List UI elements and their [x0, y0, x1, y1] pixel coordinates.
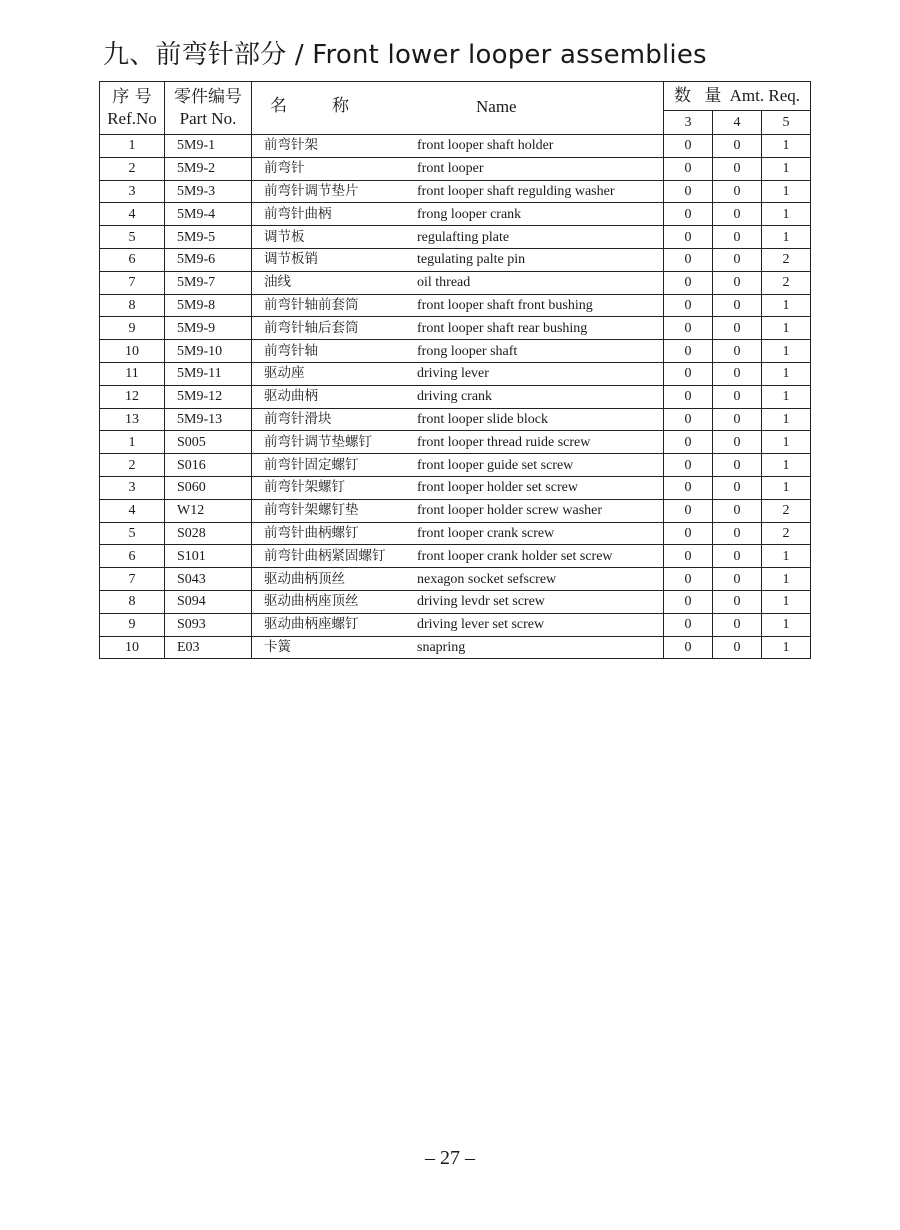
qty-5-cell: 1 [762, 408, 811, 431]
name-en: front looper shaft front bushing [417, 297, 593, 313]
name-cell [252, 362, 664, 385]
table-row [100, 545, 811, 568]
qty-5-cell: 1 [762, 636, 811, 659]
name-en: front looper guide set screw [417, 457, 574, 473]
qty-4-cell: 0 [713, 180, 762, 203]
name-cn: 前弯针轴后套筒 [264, 319, 359, 336]
ref-cell: 5 [100, 226, 165, 249]
qty-4-cell: 0 [713, 340, 762, 363]
name-cell [252, 226, 664, 249]
table-row [100, 636, 811, 659]
table-row [100, 362, 811, 385]
page-number: – 27 – [425, 1147, 475, 1169]
amount-header-cn: 数 量 [674, 86, 726, 106]
ref-cell: 2 [100, 454, 165, 477]
qty-3-cell: 0 [664, 568, 713, 591]
qty-5-cell: 1 [762, 203, 811, 226]
qty-4-cell: 0 [713, 385, 762, 408]
table-row [100, 454, 811, 477]
qty-4-cell: 0 [713, 135, 762, 158]
name-en: front looper shaft regulding washer [417, 183, 615, 199]
name-cell [252, 385, 664, 408]
qty-4-cell: 0 [713, 408, 762, 431]
qty-3-cell: 0 [664, 271, 713, 294]
ref-cell: 10 [100, 636, 165, 659]
name-cn: 调节板 [264, 228, 305, 245]
table-row [100, 180, 811, 203]
name-header [252, 82, 664, 135]
part-no-cell: S028 [165, 522, 252, 545]
name-header-cn-2: 称 [332, 96, 349, 116]
qty-5-cell: 2 [762, 522, 811, 545]
ref-cell: 13 [100, 408, 165, 431]
qty-3-cell: 0 [664, 180, 713, 203]
parts-table [99, 81, 811, 659]
name-cn: 驱动曲柄顶丝 [264, 570, 345, 587]
part-no-cell: S016 [165, 454, 252, 477]
ref-cell: 4 [100, 499, 165, 522]
part-no-cell: 5M9-7 [165, 271, 252, 294]
name-cell [252, 408, 664, 431]
ref-cell: 7 [100, 271, 165, 294]
name-en: front looper slide block [417, 411, 549, 427]
qty-5-cell: 2 [762, 271, 811, 294]
qty-4-cell: 0 [713, 590, 762, 613]
name-cell [252, 248, 664, 271]
name-cell [252, 317, 664, 340]
qty-3-cell: 0 [664, 157, 713, 180]
part-no-cell: W12 [165, 499, 252, 522]
qty-5-cell: 1 [762, 362, 811, 385]
qty-3-cell: 0 [664, 340, 713, 363]
name-en: driving crank [417, 389, 493, 405]
ref-cell: 8 [100, 294, 165, 317]
qty-3-cell: 0 [664, 408, 713, 431]
ref-cell: 3 [100, 180, 165, 203]
part-no-cell: S101 [165, 545, 252, 568]
table-body [100, 135, 811, 659]
qty-4-cell: 0 [713, 248, 762, 271]
name-cn: 调节板销 [264, 251, 318, 268]
qty-3-cell: 0 [664, 431, 713, 454]
qty-5-cell: 1 [762, 568, 811, 591]
ref-header-en: Ref.No [107, 109, 157, 128]
qty-4-cell: 0 [713, 226, 762, 249]
name-cn: 前弯针架 [264, 137, 318, 154]
name-cell [252, 431, 664, 454]
part-no-cell: 5M9-1 [165, 135, 252, 158]
qty-4-cell: 0 [713, 545, 762, 568]
name-en: front looper shaft holder [417, 138, 554, 154]
table-row [100, 248, 811, 271]
amount-col-5: 5 [762, 111, 811, 135]
name-cell [252, 294, 664, 317]
name-en: front looper holder set screw [417, 480, 578, 496]
part-no-cell: 5M9-3 [165, 180, 252, 203]
table-row [100, 590, 811, 613]
name-cell [252, 613, 664, 636]
name-cell [252, 499, 664, 522]
name-en: driving lever set screw [417, 617, 545, 633]
part-header-cn: 零件编号 [174, 87, 242, 107]
name-en: driving levdr set screw [417, 594, 545, 610]
page-title: 九、前弯针部分 / Front lower looper assemblies [103, 40, 707, 70]
qty-4-cell: 0 [713, 431, 762, 454]
name-en: regulafting plate [417, 229, 510, 245]
name-cn: 前弯针滑块 [264, 410, 332, 427]
name-cell [252, 454, 664, 477]
qty-5-cell: 1 [762, 613, 811, 636]
qty-5-cell: 1 [762, 454, 811, 477]
name-cell [252, 545, 664, 568]
name-en: front looper shaft rear bushing [417, 320, 588, 336]
part-no-cell: 5M9-13 [165, 408, 252, 431]
part-no-cell: 5M9-9 [165, 317, 252, 340]
table-row [100, 294, 811, 317]
name-cell [252, 180, 664, 203]
table-row [100, 340, 811, 363]
name-cell [252, 135, 664, 158]
table-row [100, 271, 811, 294]
ref-cell: 1 [100, 135, 165, 158]
part-no-cell: 5M9-12 [165, 385, 252, 408]
qty-3-cell: 0 [664, 454, 713, 477]
qty-3-cell: 0 [664, 499, 713, 522]
name-en: front looper holder screw washer [417, 503, 603, 519]
qty-3-cell: 0 [664, 317, 713, 340]
table-row [100, 157, 811, 180]
part-header-en: Part No. [179, 109, 237, 128]
ref-cell: 12 [100, 385, 165, 408]
name-cn: 驱动座 [264, 365, 305, 382]
qty-5-cell: 1 [762, 157, 811, 180]
ref-header [100, 82, 165, 135]
qty-3-cell: 0 [664, 362, 713, 385]
qty-4-cell: 0 [713, 499, 762, 522]
qty-5-cell: 2 [762, 499, 811, 522]
amount-header [664, 82, 811, 111]
name-en: front looper crank holder set screw [417, 548, 613, 564]
qty-3-cell: 0 [664, 226, 713, 249]
ref-cell: 6 [100, 545, 165, 568]
table-row [100, 431, 811, 454]
name-cell [252, 590, 664, 613]
qty-3-cell: 0 [664, 522, 713, 545]
name-header-en: Name [476, 97, 517, 116]
qty-5-cell: 1 [762, 340, 811, 363]
amount-header-en: Amt. Req. [729, 86, 801, 105]
name-en: oil thread [417, 275, 471, 291]
qty-5-cell: 1 [762, 590, 811, 613]
qty-4-cell: 0 [713, 294, 762, 317]
name-cell [252, 157, 664, 180]
name-cn: 前弯针轴 [264, 342, 318, 359]
name-cn: 油线 [264, 274, 291, 291]
table-row [100, 385, 811, 408]
name-en: front looper crank screw [417, 525, 555, 541]
qty-5-cell: 1 [762, 385, 811, 408]
ref-cell: 11 [100, 362, 165, 385]
part-no-cell: S043 [165, 568, 252, 591]
name-cell [252, 340, 664, 363]
ref-cell: 3 [100, 476, 165, 499]
name-header-cn-1: 名 [270, 96, 287, 116]
ref-cell: 9 [100, 613, 165, 636]
qty-4-cell: 0 [713, 613, 762, 636]
qty-3-cell: 0 [664, 613, 713, 636]
ref-cell: 2 [100, 157, 165, 180]
name-cn: 前弯针曲柄 [264, 205, 332, 222]
ref-cell: 5 [100, 522, 165, 545]
qty-4-cell: 0 [713, 317, 762, 340]
name-cell [252, 203, 664, 226]
part-no-cell: E03 [165, 636, 252, 659]
part-no-cell: 5M9-2 [165, 157, 252, 180]
qty-3-cell: 0 [664, 385, 713, 408]
ref-cell: 4 [100, 203, 165, 226]
name-en: snapring [417, 639, 466, 655]
table-row [100, 522, 811, 545]
part-no-cell: S094 [165, 590, 252, 613]
qty-4-cell: 0 [713, 636, 762, 659]
name-en: driving lever [417, 366, 489, 382]
name-cn: 前弯针固定螺钉 [264, 456, 359, 473]
amount-col-3: 3 [664, 111, 713, 135]
name-cn: 驱动曲柄 [264, 388, 318, 405]
name-cn: 前弯针曲柄螺钉 [264, 524, 359, 541]
name-cn: 前弯针架螺钉 [264, 479, 345, 496]
qty-4-cell: 0 [713, 476, 762, 499]
table-row [100, 613, 811, 636]
ref-cell: 10 [100, 340, 165, 363]
qty-3-cell: 0 [664, 135, 713, 158]
ref-header-cn: 序 号 [112, 87, 152, 107]
ref-cell: 1 [100, 431, 165, 454]
qty-3-cell: 0 [664, 590, 713, 613]
qty-5-cell: 1 [762, 294, 811, 317]
name-cell [252, 476, 664, 499]
part-no-cell: 5M9-11 [165, 362, 252, 385]
name-cell [252, 568, 664, 591]
table-row [100, 203, 811, 226]
name-en: frong looper shaft [417, 343, 518, 359]
qty-5-cell: 1 [762, 226, 811, 249]
qty-3-cell: 0 [664, 248, 713, 271]
qty-4-cell: 0 [713, 568, 762, 591]
table-row [100, 568, 811, 591]
ref-cell: 6 [100, 248, 165, 271]
name-en: front looper thread ruide screw [417, 434, 591, 450]
table-row [100, 226, 811, 249]
part-no-cell: S060 [165, 476, 252, 499]
name-cn: 驱动曲柄座螺钉 [264, 616, 359, 633]
part-no-cell: 5M9-6 [165, 248, 252, 271]
qty-3-cell: 0 [664, 294, 713, 317]
table-row [100, 317, 811, 340]
name-cell [252, 271, 664, 294]
name-cn: 卡簧 [264, 638, 291, 655]
qty-5-cell: 1 [762, 476, 811, 499]
name-en: tegulating palte pin [417, 252, 526, 268]
part-no-cell: 5M9-4 [165, 203, 252, 226]
qty-5-cell: 1 [762, 545, 811, 568]
table-row [100, 499, 811, 522]
name-en: nexagon socket sefscrew [417, 571, 557, 587]
qty-4-cell: 0 [713, 271, 762, 294]
qty-5-cell: 1 [762, 431, 811, 454]
table-header [100, 82, 811, 135]
part-no-cell: 5M9-5 [165, 226, 252, 249]
qty-5-cell: 1 [762, 180, 811, 203]
ref-cell: 8 [100, 590, 165, 613]
qty-3-cell: 0 [664, 203, 713, 226]
table-row [100, 476, 811, 499]
qty-3-cell: 0 [664, 636, 713, 659]
name-cell [252, 636, 664, 659]
ref-cell: 9 [100, 317, 165, 340]
name-cn: 前弯针调节垫片 [264, 182, 359, 199]
qty-3-cell: 0 [664, 545, 713, 568]
name-cn: 前弯针 [264, 160, 305, 177]
name-cell [252, 522, 664, 545]
qty-3-cell: 0 [664, 476, 713, 499]
part-no-cell: S093 [165, 613, 252, 636]
qty-5-cell: 1 [762, 135, 811, 158]
name-cn: 前弯针轴前套筒 [264, 296, 359, 313]
qty-5-cell: 1 [762, 317, 811, 340]
part-header [165, 82, 252, 135]
amount-col-4: 4 [713, 111, 762, 135]
qty-5-cell: 2 [762, 248, 811, 271]
qty-4-cell: 0 [713, 454, 762, 477]
part-no-cell: S005 [165, 431, 252, 454]
part-no-cell: 5M9-10 [165, 340, 252, 363]
qty-4-cell: 0 [713, 522, 762, 545]
name-en: front looper [417, 161, 484, 177]
part-no-cell: 5M9-8 [165, 294, 252, 317]
table-row [100, 135, 811, 158]
qty-4-cell: 0 [713, 157, 762, 180]
qty-4-cell: 0 [713, 362, 762, 385]
name-en: frong looper crank [417, 206, 522, 222]
table-row [100, 408, 811, 431]
ref-cell: 7 [100, 568, 165, 591]
name-cn: 前弯针调节垫螺钉 [264, 433, 372, 450]
name-cn: 前弯针架螺钉垫 [264, 502, 359, 519]
qty-4-cell: 0 [713, 203, 762, 226]
name-cn: 驱动曲柄座顶丝 [264, 593, 359, 610]
name-cn: 前弯针曲柄紧固螺钉 [264, 547, 386, 564]
